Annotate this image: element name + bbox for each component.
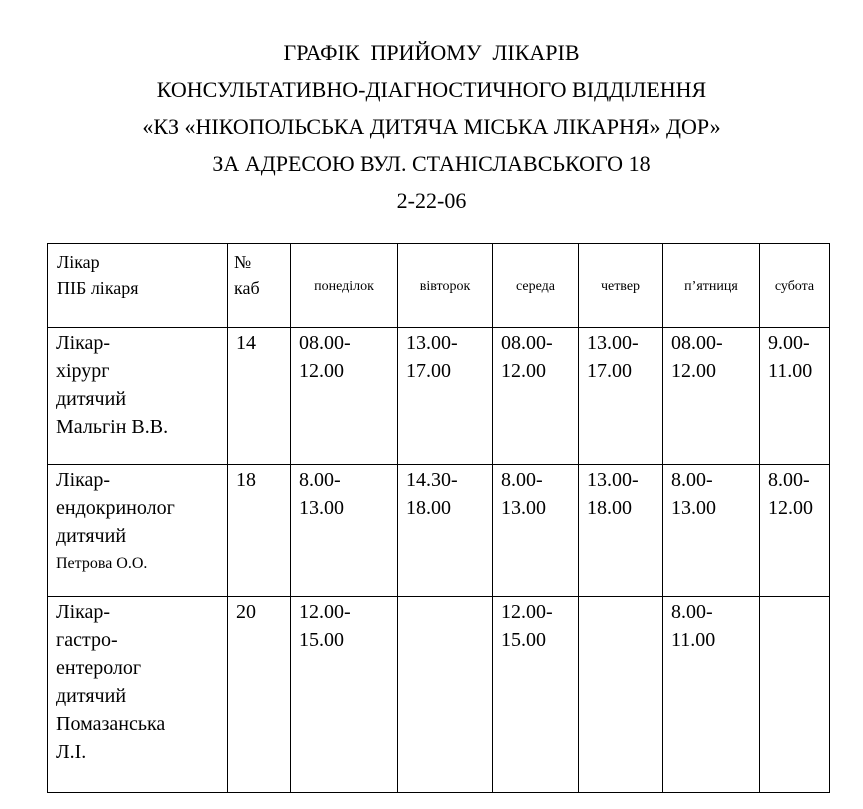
title-line-2: КОНСУЛЬТАТИВНО-ДІАГНОСТИЧНОГО ВІДДІЛЕННЯ bbox=[156, 77, 707, 102]
time-end: 17.00 bbox=[587, 360, 632, 382]
time-start: 12.00- bbox=[299, 601, 351, 623]
wednesday-cell bbox=[493, 597, 579, 793]
tuesday-cell bbox=[398, 328, 493, 465]
thursday-cell bbox=[579, 465, 663, 597]
doctor-line: дитячий bbox=[56, 388, 127, 410]
time-start: 08.00- bbox=[671, 332, 723, 354]
doctor-cell bbox=[48, 597, 228, 793]
doctor-line: хірург bbox=[56, 360, 110, 382]
cab-number: 20 bbox=[236, 601, 256, 623]
cab-cell bbox=[228, 597, 291, 793]
doctor-initials: Л.І. bbox=[56, 741, 87, 763]
friday-cell bbox=[663, 328, 760, 465]
time-start: 8.00- bbox=[501, 469, 543, 491]
doctor-line: Лікар- bbox=[56, 332, 111, 354]
table-header-row bbox=[48, 244, 830, 328]
document-header bbox=[0, 34, 863, 219]
time-start: 8.00- bbox=[671, 601, 713, 623]
cab-cell bbox=[228, 465, 291, 597]
time-end: 13.00 bbox=[671, 497, 716, 519]
header-cab-label: каб bbox=[234, 278, 260, 298]
cab-number: 18 bbox=[236, 469, 256, 491]
header-monday: понеділок bbox=[291, 244, 398, 328]
header-doctor-name-label: ПІБ лікаря bbox=[57, 278, 139, 298]
doctor-line: дитячий bbox=[56, 525, 127, 547]
header-wednesday: середа bbox=[493, 244, 579, 328]
header-cab-number-sign: № bbox=[234, 252, 252, 272]
doctor-name: Помазанська bbox=[56, 713, 166, 735]
time-start: 8.00- bbox=[768, 469, 810, 491]
monday-cell bbox=[291, 465, 398, 597]
header-saturday: субота bbox=[760, 244, 830, 328]
monday-cell bbox=[291, 328, 398, 465]
wednesday-cell bbox=[493, 328, 579, 465]
time-end: 18.00 bbox=[587, 497, 632, 519]
time-start: 8.00- bbox=[671, 469, 713, 491]
time-start: 08.00- bbox=[299, 332, 351, 354]
time-end: 12.00 bbox=[671, 360, 716, 382]
cab-cell bbox=[228, 328, 291, 465]
time-start: 08.00- bbox=[501, 332, 553, 354]
title-line-3: «КЗ «НІКОПОЛЬСЬКА ДИТЯЧА МІСЬКА ЛІКАРНЯ» ДОР» bbox=[142, 114, 721, 139]
header-doctor-label: Лікар bbox=[57, 252, 100, 272]
table-row bbox=[48, 328, 830, 465]
doctor-cell bbox=[48, 465, 228, 597]
time-start: 13.00- bbox=[587, 332, 639, 354]
title-line-1: ГРАФІК ПРИЙОМУ ЛІКАРІВ bbox=[283, 40, 580, 65]
header-doctor bbox=[48, 244, 228, 328]
doctor-name: Петрова О.О. bbox=[56, 555, 148, 572]
address-line: ЗА АДРЕСОЮ ВУЛ. СТАНІСЛАВСЬКОГО 18 bbox=[212, 151, 651, 176]
time-end: 12.00 bbox=[768, 497, 813, 519]
doctor-line: Лікар- bbox=[56, 601, 111, 623]
cab-number: 14 bbox=[236, 332, 256, 354]
time-end: 15.00 bbox=[299, 629, 344, 651]
saturday-cell bbox=[760, 597, 830, 793]
time-end: 12.00 bbox=[299, 360, 344, 382]
phone-line: 2-22-06 bbox=[396, 188, 467, 213]
doctor-line: ендокринолог bbox=[56, 497, 175, 519]
doctor-line: Лікар- bbox=[56, 469, 111, 491]
saturday-cell bbox=[760, 328, 830, 465]
table-row bbox=[48, 597, 830, 793]
schedule-table bbox=[47, 243, 830, 793]
time-start: 13.00- bbox=[406, 332, 458, 354]
time-end: 13.00 bbox=[299, 497, 344, 519]
doctor-line: гастро- bbox=[56, 629, 118, 651]
monday-cell bbox=[291, 597, 398, 793]
thursday-cell bbox=[579, 328, 663, 465]
header-friday: п’ятниця bbox=[663, 244, 760, 328]
time-end: 11.00 bbox=[671, 629, 716, 651]
header-cab bbox=[228, 244, 291, 328]
time-end: 18.00 bbox=[406, 497, 451, 519]
time-start: 12.00- bbox=[501, 601, 553, 623]
doctor-cell bbox=[48, 328, 228, 465]
tuesday-cell bbox=[398, 597, 493, 793]
time-end: 12.00 bbox=[501, 360, 546, 382]
doctor-line: ентеролог bbox=[56, 657, 142, 679]
time-start: 14.30- bbox=[406, 469, 458, 491]
header-tuesday: вівторок bbox=[398, 244, 493, 328]
doctor-name: Мальгін В.В. bbox=[56, 416, 169, 438]
time-start: 9.00- bbox=[768, 332, 810, 354]
time-end: 17.00 bbox=[406, 360, 451, 382]
friday-cell bbox=[663, 597, 760, 793]
tuesday-cell bbox=[398, 465, 493, 597]
time-start: 13.00- bbox=[587, 469, 639, 491]
header-thursday: четвер bbox=[579, 244, 663, 328]
friday-cell bbox=[663, 465, 760, 597]
thursday-cell bbox=[579, 597, 663, 793]
table-row bbox=[48, 465, 830, 597]
wednesday-cell bbox=[493, 465, 579, 597]
time-start: 8.00- bbox=[299, 469, 341, 491]
time-end: 15.00 bbox=[501, 629, 546, 651]
time-end: 13.00 bbox=[501, 497, 546, 519]
saturday-cell bbox=[760, 465, 830, 597]
time-end: 11.00 bbox=[768, 360, 813, 382]
doctor-line: дитячий bbox=[56, 685, 127, 707]
